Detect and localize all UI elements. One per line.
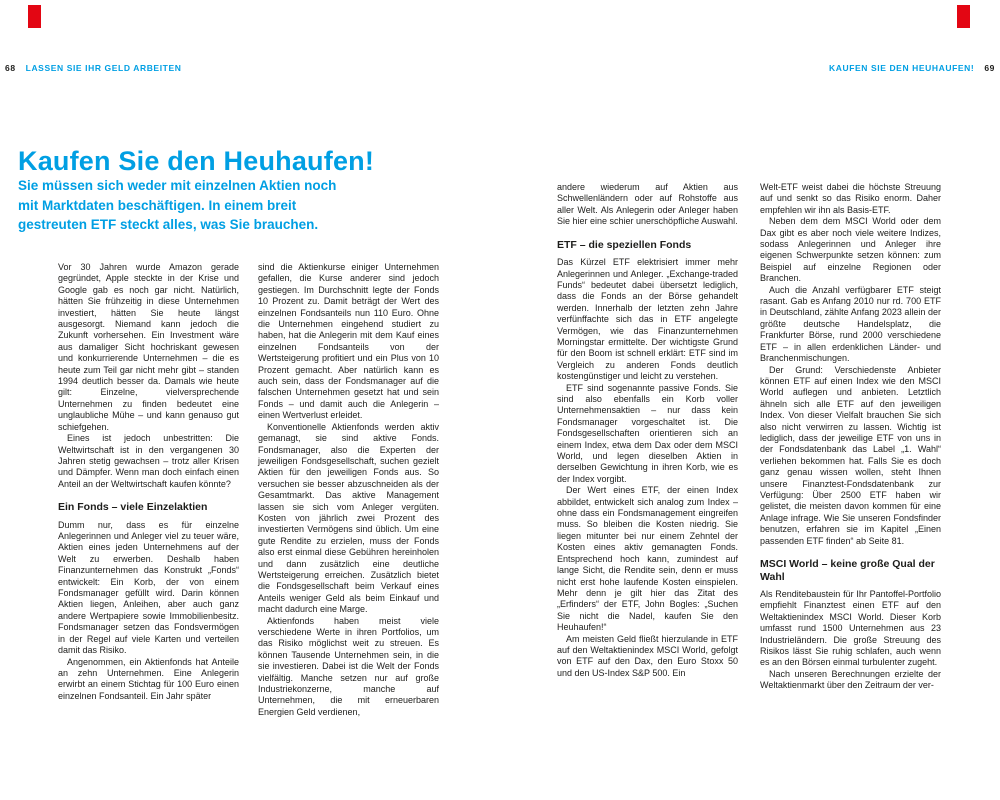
paragraph: Der Wert eines ETF, der einen Index abbildet, entwickelt sich analog zum Index – ohne dass ein Fondsmanagement eingreifen muss. So bleiben die Kosten niedrig. Sie liegen mitunter bei nur einem Zehntel der Kosten eines aktiv gemanagten Fonds. Entsprechend hoch kann, zumindest auf lange Sicht, die Rendite sein, denn er muss nicht erst hohe laufende Kosten einspielen. Mehr denn je gilt hier das Zitat des „Erfinders“ der ETF, John Bogles: „Suchen Sie nicht die Nadel, kaufen Sie den Heuhaufen!“ bbox=[557, 485, 738, 633]
paragraph: Neben dem dem MSCI World oder dem Dax gibt es aber noch viele weitere Indizes, sodass Anlegerinnen und Anleger ihre eigenen Schwerpunkte setzen können: zum Beispiel auf einzelne Regionen oder Branchen. bbox=[760, 216, 941, 284]
paragraph: Angenommen, ein Aktienfonds hat Anteile an zehn Unternehmen. Eine Anlegerin erwirbt an einem Stichtag für 100 Euro einen einzelnen Fondsanteil. Ein Jahr später bbox=[58, 656, 239, 701]
running-head-right bbox=[829, 63, 995, 73]
paragraph: Am meisten Geld fließt hierzulande in ETF auf den Weltaktienindex MSCI World, gefolgt von ETF auf den Dax, den Euro Stoxx 50 und den US-Index S&P 500. Ein bbox=[557, 633, 738, 678]
page-number-left: 68 bbox=[5, 63, 16, 73]
page-number-right: 69 bbox=[984, 63, 995, 73]
running-head-left bbox=[5, 63, 181, 73]
paragraph: andere wiederum auf Aktien aus Schwellenländern oder auf Rohstoffe aus aller Welt. Als Anlegerin oder Anleger haben Sie hier eine schier unerschöpfliche Auswahl. bbox=[557, 182, 738, 227]
paragraph: Das Kürzel ETF elektrisiert immer mehr Anlegerinnen und Anleger. „Exchange-traded Funds“ bedeutet dabei übersetzt lediglich, dass die Fonds an der Börse gehandelt werden. Innerhalb der letzten zehn Jahre verfünffachte sich das in ETF angelegte Vermögen, wie das Finanzunternehmen Morningstar ermittelte. Der wichtigste Grund für den Boom ist schnell erklärt: ETF sind im Vergleich zu anderen Fonds deutlich kostengünstiger und leicht zu verstehen. bbox=[557, 257, 738, 382]
chapter-title-right: KAUFEN SIE DEN HEUHAUFEN! bbox=[829, 63, 975, 73]
text-column-3 bbox=[557, 182, 738, 679]
paragraph: Konventionelle Aktienfonds werden aktiv gemanagt, sie sind aktive Fonds. Fondsmanager, also die Experten der jeweiligen Fondsgesellschaft, suchen gezielt Aktien für den jeweiligen Fonds aus. So versuchen sie besser abzuschneiden als der Gesamtmarkt. Das aktive Management lassen sie sich vom Anleger vergüten. Kosten von jährlich zwei Prozent des investierten Vermögens sind üblich. Um eine gute Rendite zu erzielen, muss der Fonds also erst einmal diese Gebühren hereinholen und dann zusätzlich eine deutliche Wertsteigerung erreichen. Zusätzlich bietet die Fondsgesellschaft beim Verkauf eines Anteils weniger Geld als beim Einkauf und macht dadurch eine Marge. bbox=[258, 421, 439, 615]
paragraph: sind die Aktienkurse einiger Unternehmen gefallen, die Kurse anderer sind jedoch gestiegen. Im Durchschnitt legte der Fonds 10 Prozent zu. Damit beträgt der Wert des einzelnen Fondsanteils nun 110 Euro. Ohne die Unternehmen eingehend studiert zu haben, hat die Anlegerin mit dem Kauf eines einzelnen Fondsanteils von der Wertsteigerung profitiert und ein Plus von 10 Prozent gemacht. Aber natürlich kann es auch sein, dass der Fondsmanager auf die falschen Unternehmen gesetzt hat und sein Fonds – und damit auch die Anlegerin – einen Wertverlust erleidet. bbox=[258, 262, 439, 421]
chapter-title-left: LASSEN SIE IHR GELD ARBEITEN bbox=[25, 63, 182, 73]
paragraph: Der Grund: Verschiedenste Anbieter können ETF auf einen Index wie den MSCI World auflegen und anbieten. Letztlich ähneln sich alle ETF auf den jeweiligen Index. Von dieser Vielfalt brauchen Sie sich also nicht verwirren zu lassen. Wichtig ist lediglich, dass der jeweilige ETF von uns in der Fondsdatenbank das Label „1. Wahl“ verliehen bekommen hat. Falls Sie es doch ganz genau wissen wollen, steht Ihnen unsere Finanztest-Fondsdatenbank zur Verfügung: Über 2500 ETF haben wir gelistet, die meisten davon kommen für eine Anlage infrage. Wie Sie unseren Fondsfinder benutzen, erfahren sie im Kapitel „Einen passenden ETF finden“ ab Seite 81. bbox=[760, 364, 941, 546]
section-heading: MSCI World – keine große Qual der Wahl bbox=[760, 558, 935, 583]
article-subtitle: Sie müssen sich weder mit einzelnen Aktien noch mit Marktdaten beschäftigen. In einem breit gestreuten ETF steckt alles, was Sie brauchen. bbox=[18, 178, 337, 232]
paragraph: Aktienfonds haben meist viele verschiedene Werte in ihren Portfolios, um das Risiko möglichst weit zu streuen. Es können Tausende Unternehmen sein, in die sie investieren. Dabei ist die Welt der Fonds vielfältig. Manche setzen nur auf große Industriekonzerne, manche auf Unternehmen, die mit erneuerbaren Energien Geld verdienen, bbox=[258, 615, 439, 717]
paragraph: Welt-ETF weist dabei die höchste Streuung auf und senkt so das Risiko enorm. Daher empfehlen wir ihn als Basis-ETF. bbox=[760, 182, 941, 215]
page-tab-marker-right bbox=[957, 5, 970, 28]
text-column-1 bbox=[58, 262, 239, 702]
paragraph: Eines ist jedoch unbestritten: Die Weltwirtschaft ist in den vergangenen 30 Jahren stetig gewachsen – trotz aller Krisen und Dämpfer. Wenn man doch einfach einen Anteil an der Weltwirtschaft kaufen könnte? bbox=[58, 433, 239, 489]
paragraph: Dumm nur, dass es für einzelne Anlegerinnen und Anleger viel zu teuer wäre, Aktien eines jeden Unternehmens auf der Welt zu erwerben. Deshalb haben Finanzunternehmen das Konstrukt „Fonds“ entwickelt: Ein Korb, der von einem Fondsmanager gefüllt wird. Darin können Aktien liegen, Anleihen, aber auch ganz andere Wertpapiere sowie Immobilienbesitz. Fondsmanager setzen das Fondsvermögen in der Regel auf viele Karten und verteilen damit das Risiko. bbox=[58, 519, 239, 656]
section-heading: ETF – die speziellen Fonds bbox=[557, 238, 692, 251]
page-tab-marker-left bbox=[28, 5, 41, 28]
section-heading: Ein Fonds – viele Einzelaktien bbox=[58, 501, 208, 514]
paragraph: Vor 30 Jahren wurde Amazon gerade gegründet, Apple steckte in der Krise und Google gab es noch gar nicht. Natürlich, hätten Sie frühzeitig in diese Unternehmen investiert, hätten Sie heute längst ausgesorgt. Niemand kann jedoch die Zukunft vorhersehen. Ein Investment wäre aus damaliger Sicht hochriskant gewesen und konkurrierende Unternehmen – die es heute zum Teil gar nicht mehr gibt – standen 1994 deutlich besser da. Damals wie heute gilt: Einzelne, vielversprechende Unternehmen zu finden bedeutet eine unglaubliche Mühe – und kann genauso gut schiefgehen. bbox=[58, 262, 239, 432]
paragraph: Auch die Anzahl verfügbarer ETF steigt rasant. Gab es Anfang 2010 nur rd. 700 ETF in Deutschland, zählte Anfang 2023 allein der größte deutsche Handelsplatz, die Frankfurter Börse, rund 2000 verschiedene ETF – in allen erdenklichen Länder- und Branchenmischungen. bbox=[760, 284, 941, 364]
article-title: Kaufen Sie den Heuhaufen! bbox=[18, 146, 375, 177]
paragraph: Nach unseren Berechnungen erzielte der Weltaktienmarkt über den Zeitraum der ver- bbox=[760, 668, 941, 691]
text-column-4 bbox=[760, 182, 941, 692]
paragraph: ETF sind sogenannte passive Fonds. Sie sind also ebenfalls ein Korb voller Unternehmensaktien – nur dass kein Fondsmanager vorgeschaltet ist. Die Fondsgesellschaften orientieren sich an einem Index, etwa dem Dax oder dem MSCI World, und legen dieselben Aktien in derselben Gewichtung in ihren Korb, wie es der Index vorgibt. bbox=[557, 382, 738, 484]
paragraph: Als Renditebaustein für Ihr Pantoffel-Portfolio empfiehlt Finanztest einen ETF auf den Weltaktienindex MSCI World. Dieser Korb umfasst rund 1500 Unternehmen aus 23 Industrieländern. Die große Streuung des Risikos lässt Sie ruhig schlafen, auch wenn es an den Börsen einmal turbulenter zugeht. bbox=[760, 589, 941, 668]
text-column-2 bbox=[258, 262, 439, 718]
